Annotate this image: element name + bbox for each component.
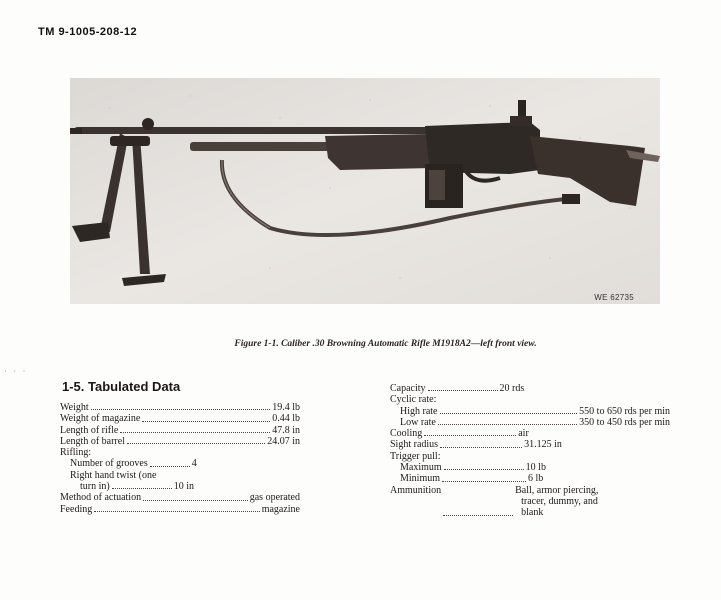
data-row [60,481,300,492]
data-value: gas operated [249,492,300,504]
leader-dots [440,439,522,447]
data-label: turn in) [80,481,110,493]
leader-dots [424,428,516,436]
margin-dots: · · · [4,366,28,376]
leader-dots [444,462,524,470]
data-row [60,492,300,503]
data-row [390,406,670,417]
data-value: 10 lb [525,462,546,474]
data-label: Cyclic rate: [390,394,437,406]
data-label: Rifling: [60,447,92,459]
data-row [390,439,670,450]
leader-dots [142,413,270,421]
data-row [60,447,300,458]
ammunition-line: blank [521,507,544,519]
data-row [390,394,670,405]
data-label: Length of rifle [60,424,119,436]
ammunition-line: tracer, dummy, and [521,495,598,507]
data-label: Feeding [60,503,93,515]
leader-dots [150,458,190,466]
tabulated-data-right [390,383,670,519]
data-value: 47.8 in [272,424,300,436]
figure-caption [0,339,721,349]
data-row [390,383,670,394]
leader-dots [438,417,577,425]
data-label: High rate [400,405,438,417]
data-value: 350 to 450 rds per min [579,416,670,428]
data-value: 0.44 lb [272,413,300,425]
data-label: Minimum [400,473,441,485]
data-label: Weight [60,402,89,413]
tabulated-data-left [60,402,300,515]
leader-dots [120,425,270,433]
data-value: 19.4 lb [272,402,300,413]
data-value: 24.07 in [267,435,300,447]
data-value: 10 in [173,481,194,493]
data-label: Capacity [390,383,426,394]
data-row [390,485,670,519]
data-row [390,451,670,462]
data-label: Length of barrel [60,435,125,447]
leader-dots [112,481,172,489]
data-label: Number of grooves [70,458,148,470]
data-label: Low rate [400,416,436,428]
leader-dots [127,436,265,444]
data-row [60,458,300,469]
data-value: 31.125 in [524,439,562,451]
data-label: Weight of magazine [60,413,141,425]
figure-caption-text: Figure 1-1. Caliber .30 Browning Automatic Rifle M1918A2—left front view. [234,339,537,349]
data-row [60,413,300,424]
data-row [60,425,300,436]
data-label: Maximum [400,462,442,474]
leader-dots [91,402,271,410]
data-value [515,485,598,519]
data-row [60,470,300,481]
tm-number: TM 9-1005-208-12 [38,26,138,38]
leader-dots [143,492,248,500]
data-row [390,417,670,428]
data-label: Method of actuation [60,492,142,504]
data-row [60,504,300,515]
data-label: Right hand twist (one [70,469,157,481]
rifle-photograph [70,78,660,304]
leader-dots [442,473,526,481]
data-value: 4 [191,458,197,470]
data-label: Ammunition [390,484,442,496]
leader-dots [94,504,259,512]
leader-dots [440,406,578,414]
data-row [390,428,670,439]
data-value: air [518,428,529,440]
data-value: 6 lb [528,473,544,485]
data-label: Cooling [390,428,423,440]
data-value: 20 rds [499,383,525,394]
data-label: Sight radius [390,439,439,451]
data-row [390,473,670,484]
data-value: 550 to 650 rds per min [579,405,670,417]
data-row [60,436,300,447]
data-label: Trigger pull: [390,450,441,462]
data-value: magazine [261,503,300,515]
photo-id: WE 62735 [594,293,634,302]
rifle-image [70,78,660,304]
leader-dots [428,383,498,391]
data-row [60,402,300,413]
ammunition-line: Ball, armor piercing, [515,484,599,496]
data-row [390,462,670,473]
section-title: 1-5. Tabulated Data [62,379,181,394]
leader-dots [443,485,513,516]
